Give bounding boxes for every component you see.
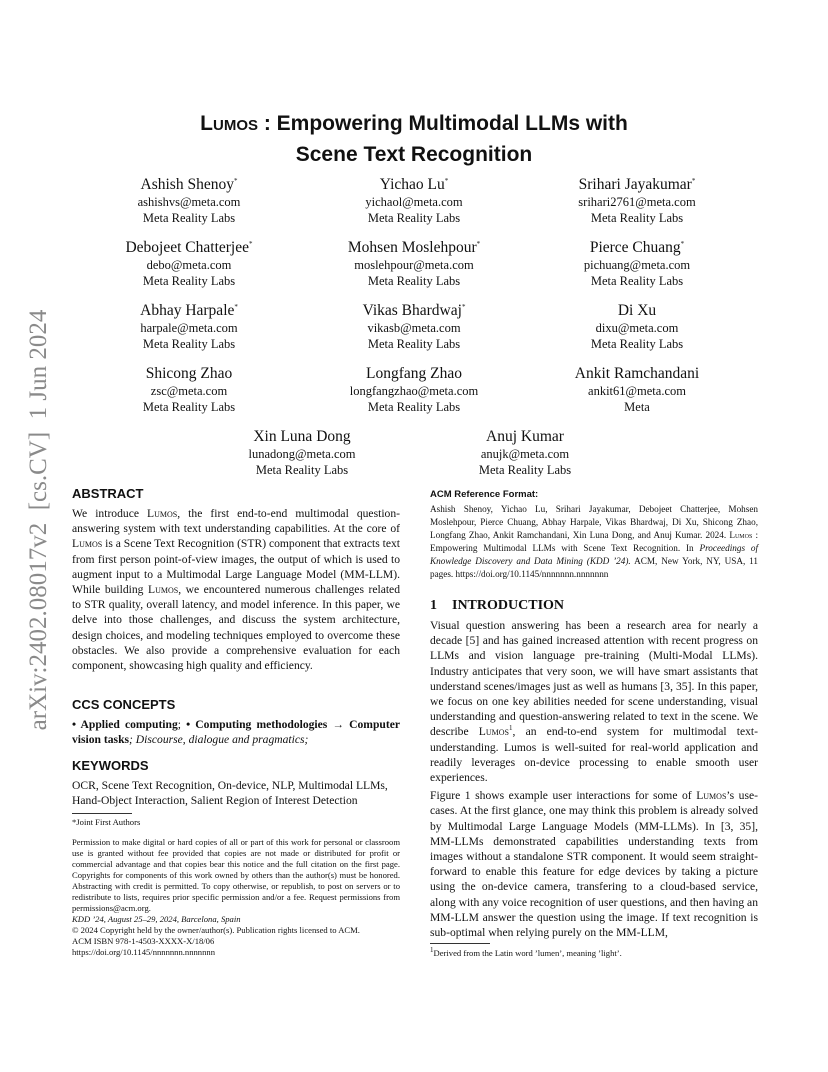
author-name: Anuj Kumar — [486, 428, 564, 445]
author-email[interactable]: zsc@meta.com — [150, 384, 228, 398]
author-name: Debojeet Chatterjee* — [125, 239, 253, 256]
copyright-text: © 2024 Copyright held by the owner/author(s). Publication rights licensed to ACM. — [72, 925, 360, 935]
author-entry — [74, 364, 304, 415]
author-email[interactable]: srihari2761@meta.com — [578, 195, 696, 209]
author-affiliation: Meta Reality Labs — [367, 274, 461, 288]
title-line2: Scene Text Recognition — [295, 143, 533, 166]
arxiv-identifier-stamp — [14, 290, 60, 750]
author-entry — [74, 175, 304, 226]
author-email[interactable]: longfangzhao@meta.com — [349, 384, 479, 398]
abstract-section — [72, 486, 400, 673]
joint-authors-footnote: *Joint First Authors — [72, 817, 141, 827]
author-entry — [522, 175, 752, 226]
ccs-section — [72, 697, 400, 747]
author-name: Vikas Bhardwaj* — [362, 302, 466, 319]
author-entry — [522, 238, 752, 289]
author-name: Di Xu — [617, 302, 657, 319]
author-email[interactable]: yichaol@meta.com — [365, 195, 463, 209]
author-entry — [410, 427, 640, 478]
author-affiliation: Meta Reality Labs — [142, 400, 236, 414]
doi-text: https://doi.org/10.1145/nnnnnnn.nnnnnnn — [72, 947, 215, 957]
isbn-text: ACM ISBN 978-1-4503-XXXX-X/18/06 — [72, 936, 215, 946]
footnote-rule-right — [430, 943, 490, 944]
author-affiliation: Meta Reality Labs — [142, 337, 236, 351]
permission-block — [72, 837, 400, 958]
author-email[interactable]: lunadong@meta.com — [248, 447, 356, 461]
author-name: Pierce Chuang* — [589, 239, 685, 256]
keywords-heading: KEYWORDS — [72, 758, 149, 773]
keywords-text: OCR, Scene Text Recognition, On-device, NLP, Multimodal LLMs, Hand-Object Interaction, Salient Region of Interest Detection — [72, 779, 388, 808]
author-affiliation: Meta Reality Labs — [142, 274, 236, 288]
author-email[interactable]: ankit61@meta.com — [588, 384, 686, 398]
author-name: Ankit Ramchandani — [574, 365, 700, 382]
arxiv-identifier-text: arXiv:2402.08017v2 [cs.CV] 1 Jun 2024 — [25, 309, 52, 731]
author-affiliation: Meta Reality Labs — [367, 211, 461, 225]
title-line1: : Empowering Multimodal LLMs with — [258, 112, 628, 135]
acm-reference-text: Ashish Shenoy, Yichao Lu, Srihari Jayakumar, Debojeet Chatterjee, Mohsen Moslehpour, Pierce Chuang, Abhay Harpale, Vikas Bhardwaj, Di Xu, Shicong Zhao, Longfang Zhao, Ankit Ramchandani, Xin Luna Dong, and Anuj Kumar. 2024. Lumos : Empowering Multimodal LLMs with Scene Text Recognition. In Proceedings of Knowledge Discovery and Data Mining (KDD ’24). ACM, New York, NY, USA, 11 pages. https://doi.org/10.1145/nnnnnnn.nnnnnnn — [430, 504, 759, 579]
conference-info: KDD ’24, August 25–29, 2024, Barcelona, Spain — [72, 914, 241, 924]
introduction-section — [430, 598, 758, 940]
author-entry — [299, 301, 529, 352]
lumos-footnote: $^1$Derived from the Latin word ’lumen’, meaning ’light’. — [430, 946, 622, 958]
author-affiliation: Meta Reality Labs — [590, 337, 684, 351]
author-affiliation: Meta Reality Labs — [590, 211, 684, 225]
author-affiliation: Meta Reality Labs — [142, 211, 236, 225]
author-affiliation: Meta — [624, 400, 650, 414]
author-name: Longfang Zhao — [366, 365, 462, 382]
author-email[interactable]: anujk@meta.com — [480, 447, 570, 461]
author-name: Abhay Harpale* — [140, 302, 238, 319]
author-affiliation: Meta Reality Labs — [367, 400, 461, 414]
author-affiliation: Meta Reality Labs — [255, 463, 349, 477]
author-email[interactable]: harpale@meta.com — [140, 321, 238, 335]
ccs-heading: CCS CONCEPTS — [72, 697, 176, 712]
paper-title — [0, 108, 828, 170]
author-entry — [299, 238, 529, 289]
author-email[interactable]: moslehpour@meta.com — [354, 258, 474, 272]
author-name: Shicong Zhao — [145, 365, 233, 382]
author-name: Srihari Jayakumar* — [578, 176, 696, 193]
author-entry — [522, 301, 752, 352]
author-email[interactable]: dixu@meta.com — [595, 321, 679, 335]
author-email[interactable]: ashishvs@meta.com — [137, 195, 241, 209]
author-email[interactable]: vikasb@meta.com — [367, 321, 461, 335]
ccs-text: • Applied computing; • Computing methodologies → Computer vision tasks; Discourse, dialogue and pragmatics; — [72, 718, 401, 747]
acm-reference-heading: ACM Reference Format: — [430, 489, 539, 500]
author-entry — [187, 427, 417, 478]
title-system-name: Lumos — [200, 112, 258, 135]
introduction-heading: 1 INTRODUCTION — [430, 598, 565, 613]
author-entry — [74, 238, 304, 289]
author-name: Ashish Shenoy* — [140, 176, 238, 193]
intro-paragraph-1: Visual question answering has been a research area for nearly a decade [5] and has gained increased attention with recent progress on LLMs and vision language pre-training (Multi-Modal LLMs). Industry anticipates that very soon, we will have smart assistants that understand scenes/images just as well as humans [3, 35]. In this paper, we focus on one key abilities needed for scene understanding, visual understanding and question-answering related to text in the scene. We describe Lumos$^1$, an end-to-end system for multimodal text-understanding. Lumos is well-suited for real-world application and readily leverages on-device processing to enable smooth user experiences. — [430, 619, 758, 785]
permission-text: Permission to make digital or hard copies of all or part of this work for personal or classroom use is granted without fee provided that copies are not made or distributed for profit or commercial advantage and that copies bear this notice and the full citation on the first page. Copyrights for components of this work owned by others than the author(s) must be honored. Abstracting with credit is permitted. To copy otherwise, or republish, to post on servers or to redistribute to lists, requires prior specific permission and/or a fee. Request permissions from permissions@acm.org. — [72, 837, 400, 913]
author-email[interactable]: debo@meta.com — [146, 258, 232, 272]
abstract-heading: ABSTRACT — [72, 486, 144, 501]
keywords-section — [72, 758, 400, 808]
author-entry — [299, 364, 529, 415]
author-affiliation: Meta Reality Labs — [367, 337, 461, 351]
footnote-rule — [72, 813, 132, 814]
author-entry — [74, 301, 304, 352]
author-affiliation: Meta Reality Labs — [590, 274, 684, 288]
intro-paragraph-2: Figure 1 shows example user interactions for some of Lumos’s use-cases. At the first glance, one may think this problem is already solved by Multimodal Large Language Models (MM-LLMs). In [3, 35], MM-LLMs demonstrated capabilities understanding texts from images without a standalone STR component. It would seem straight-forward to enable this feature for edge devices by taking a picture using the on-device camera, transfering to a cloud-based service, along with any voice recognition of user questions, and then having an MM-LLM answer the question using the image. If text recognition is sub-optimal when relying purely on the MM-LLM, — [430, 789, 758, 940]
abstract-text: We introduce Lumos, the first end-to-end multimodal question-answering system with text understanding capabilities. At the core of Lumos is a Scene Text Recognition (STR) component that extracts text from first person point-of-view images, the output of which is used to augment input to a Multimodal Large Language Model (MM-LLM). While building Lumos, we encountered numerous challenges related to STR quality, overall latency, and model inference. In this paper, we delve into those challenges, and discuss the system architecture, design choices, and modeling techniques employed to overcome these obstacles. We also provide a comprehensive evaluation for each component, showcasing high quality and efficiency. — [72, 507, 400, 673]
author-name: Xin Luna Dong — [253, 428, 351, 445]
author-name: Yichao Lu* — [379, 176, 449, 193]
author-name: Mohsen Moslehpour* — [347, 239, 481, 256]
acm-reference-section — [430, 489, 758, 581]
author-entry — [522, 364, 752, 415]
author-affiliation: Meta Reality Labs — [478, 463, 572, 477]
author-entry — [299, 175, 529, 226]
author-email[interactable]: pichuang@meta.com — [583, 258, 691, 272]
